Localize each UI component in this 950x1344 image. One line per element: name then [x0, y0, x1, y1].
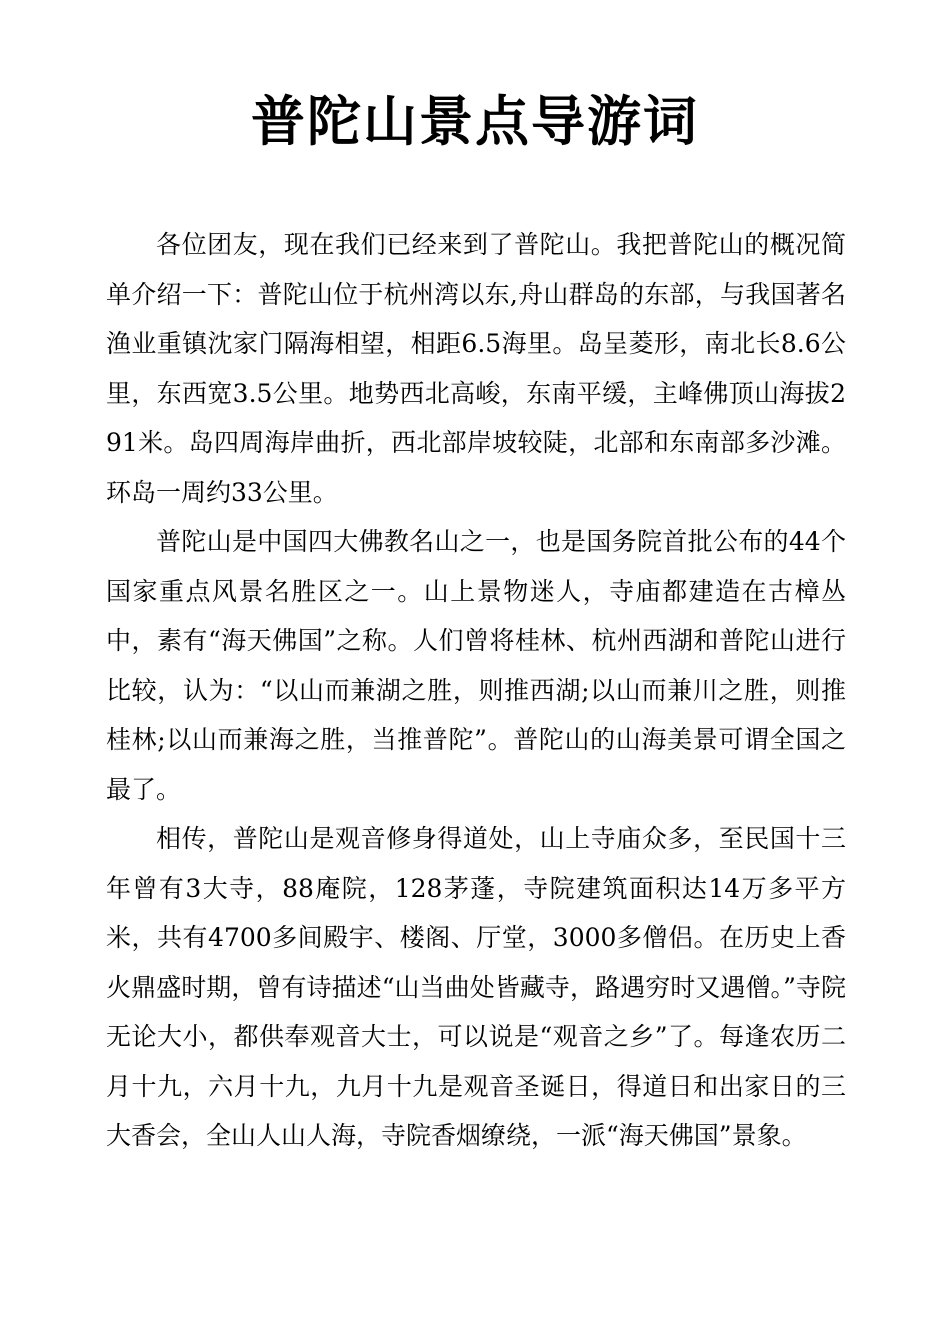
paragraph-overview: 各位团友，现在我们已经来到了普陀山。我把普陀山的概况简单介绍一下：普陀山位于杭州湾以东,舟山群岛的东部，与我国著名渔业重镇沈家门隔海相望，相距6.5海里。岛呈菱形，南北长8.6公里，东西宽3.5公里。地势西北高峻，东南平缓，主峰佛顶山海拔291米。岛四周海岸曲折，西北部岸坡较陡，北部和东南部多沙滩。环岛一周约33公里。	[106, 230, 846, 507]
paragraph-legend: 相传，普陀山是观音修身得道处，山上寺庙众多，至民国十三年曾有3大寺，88庵院，128茅蓬，寺院建筑面积达14万多平方米，共有4700多间殿宇、楼阁、厅堂，3000多僧侣。在历史上香火鼎盛时期，曾有诗描述“山当曲处皆藏寺，路遇穷时又遇僧。”寺院无论大小，都供奉观音大士，可以说是“观音之乡”了。每逢农历二月十九，六月十九，九月十九是观音圣诞日，得道日和出家日的三大香会，全山人山人海，寺院香烟缭绕，一派“海天佛国”景象。	[106, 824, 846, 1150]
document-body	[106, 220, 846, 1161]
page-title: 普陀山景点导游词	[251, 90, 699, 153]
paragraph-buddhist-mountain: 普陀山是中国四大佛教名山之一，也是国务院首批公布的44个国家重点风景名胜区之一。山上景物迷人，寺庙都建造在古樟丛中，素有“海天佛国”之称。人们曾将桂林、杭州西湖和普陀山进行比较，认为：“以山而兼湖之胜，则推西湖;以山而兼川之胜，则推桂林;以山而兼海之胜，当推普陀”。普陀山的山海美景可谓全国之最了。	[106, 527, 846, 804]
